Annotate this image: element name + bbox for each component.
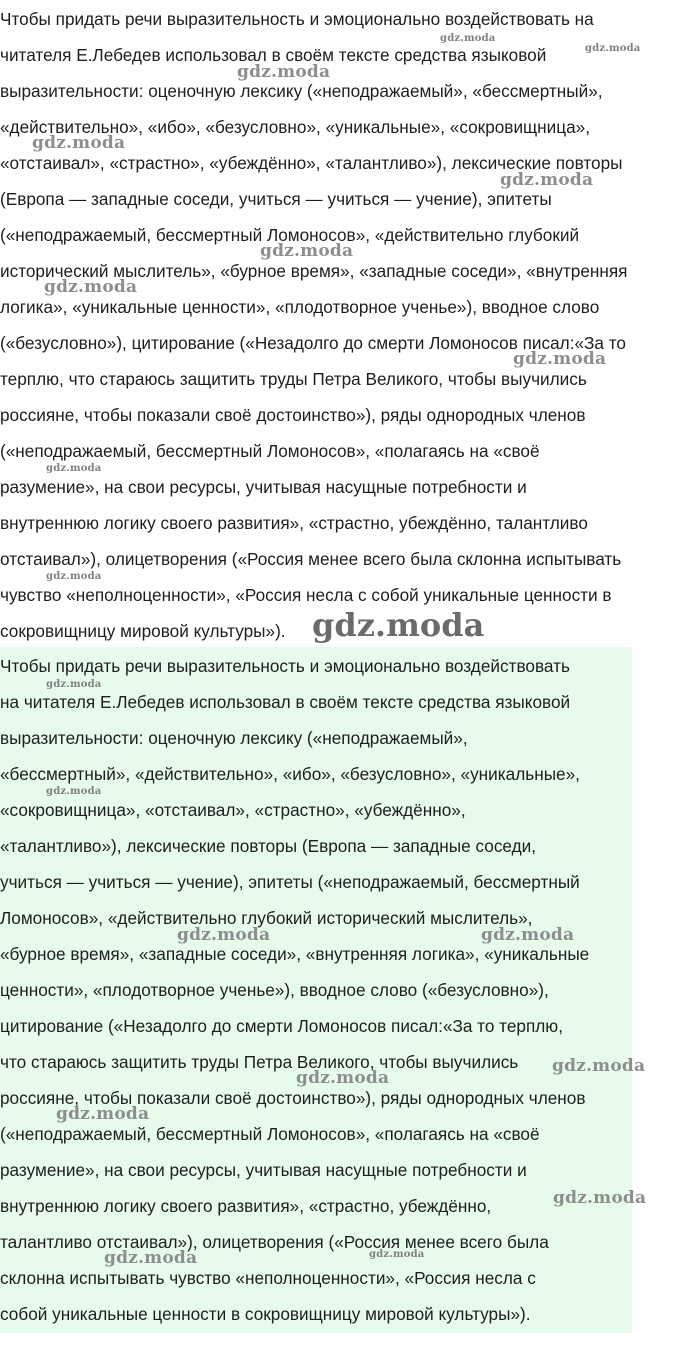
text-line: («безусловно»), цитирование («Незадолго до смерти Ломоносов писал:«За то bbox=[0, 333, 626, 353]
text-line: «действительно», «ибо», «безусловно», «уникальные», «сокровищница», bbox=[0, 117, 591, 137]
text-line: талантливо отстаивал»), олицетворения («Россия менее всего была bbox=[0, 1232, 549, 1252]
watermark-logo: gdz.moda bbox=[104, 1248, 198, 1268]
text-line: чувство «неполноценности», «Россия несла с собой уникальные ценности в bbox=[0, 585, 612, 605]
text-line: собой уникальные ценности в сокровищницу мировой культуры»). bbox=[0, 1304, 531, 1324]
text-line: «талантливо»), лексические повторы (Европа — западные соседи, bbox=[0, 836, 537, 856]
text-line: выразительности: оценочную лексику («неподражаемый», bbox=[0, 728, 468, 748]
watermark-logo: gdz.moda bbox=[237, 62, 331, 82]
text-line: сокровищницу мировой культуры»). bbox=[0, 621, 286, 641]
text-line: что стараюсь защитить труды Петра Великого, чтобы выучились bbox=[0, 1052, 519, 1072]
text-line: («неподражаемый, бессмертный Ломоносов», «полагаясь на «своё bbox=[0, 1124, 540, 1144]
text-line: внутреннюю логику своего развития», «страстно, убеждённо, bbox=[0, 1196, 492, 1216]
watermark-logo: gdz.moda bbox=[56, 1104, 150, 1124]
watermark-logo: gdz.moda bbox=[46, 679, 102, 690]
watermark-logo: gdz.moda bbox=[44, 277, 138, 297]
text-line: разумение», на свои ресурсы, учитывая насущные потребности и bbox=[0, 1160, 527, 1180]
watermark-logo: gdz.moda bbox=[481, 925, 575, 945]
watermark-logo: gdz.moda bbox=[552, 1056, 646, 1076]
watermark-logo: gdz.moda bbox=[46, 463, 102, 474]
answer-text-highlighted bbox=[0, 647, 632, 1333]
text-line: разумение», на свои ресурсы, учитывая насущные потребности и bbox=[0, 477, 527, 497]
text-line: на читателя Е.Лебедев использовал в своём тексте средства языковой bbox=[0, 692, 571, 712]
text-line: (Европа — западные соседи, учиться — учиться — учение), эпитеты bbox=[0, 189, 552, 209]
text-line: Чтобы придать речи выразительность и эмоционально воздействовать на bbox=[0, 9, 594, 29]
text-line: россияне, чтобы показали своё достоинство»), ряды однородных членов bbox=[0, 405, 586, 425]
text-line: логика», «уникальные ценности», «плодотворное ученье»), вводное слово bbox=[0, 297, 600, 317]
text-line: терплю, что стараюсь защитить труды Петра Великого, чтобы выучились bbox=[0, 369, 587, 389]
watermark-logo: gdz.moda bbox=[296, 1068, 390, 1088]
text-line: отстаивал»), олицетворения («Россия менее всего была склонна испытывать bbox=[0, 549, 622, 569]
text-line: «отстаивал», «страстно», «убеждённо», «талантливо»), лексические повторы bbox=[0, 153, 623, 173]
watermark-logo: gdz.moda bbox=[500, 170, 594, 190]
watermark-logo: gdz.moda bbox=[260, 241, 354, 261]
text-line: «бурное время», «западные соседи», «внутренняя логика», «уникальные bbox=[0, 944, 590, 964]
watermark-logo: gdz.moda bbox=[32, 133, 126, 153]
text-line: читателя Е.Лебедев использовал в своём тексте средства языковой bbox=[0, 45, 547, 65]
text-line: «бессмертный», «действительно», «ибо», «безусловно», «уникальные», bbox=[0, 764, 580, 784]
watermark-logo: gdz.moda bbox=[177, 925, 271, 945]
text-line: россияне, чтобы показали своё достоинство»), ряды однородных членов bbox=[0, 1088, 586, 1108]
text-line: учиться — учиться — учение), эпитеты («неподражаемый, бессмертный bbox=[0, 872, 580, 892]
text-line: выразительности: оценочную лексику («неподражаемый», «бессмертный», bbox=[0, 81, 603, 101]
text-line: ценности», «плодотворное ученье»), вводное слово («безусловно»), bbox=[0, 980, 549, 1000]
text-line: исторический мыслитель», «бурное время», «западные соседи», «внутренняя bbox=[0, 261, 628, 281]
text-line: Ломоносов», «действительно глубокий исторический мыслитель», bbox=[0, 908, 533, 928]
text-line: склонна испытывать чувство «неполноценности», «Россия несла с bbox=[0, 1268, 536, 1288]
watermark-logo: gdz.moda bbox=[369, 1249, 425, 1260]
watermark-logo: gdz.moda bbox=[440, 33, 496, 44]
text-line: («неподражаемый, бессмертный Ломоносов», «действительно глубокий bbox=[0, 225, 580, 245]
watermark-logo: gdz.moda bbox=[46, 571, 102, 582]
text-line: Чтобы придать речи выразительность и эмоционально воздействовать bbox=[0, 656, 570, 676]
text-line: внутреннюю логику своего развития», «страстно, убеждённо, талантливо bbox=[0, 513, 588, 533]
text-line: «сокровищница», «отстаивал», «страстно», «убеждённо», bbox=[0, 800, 466, 820]
watermark-logo: gdz.moda bbox=[585, 43, 641, 54]
watermark-logo: gdz.moda bbox=[46, 786, 102, 797]
watermark-logo: gdz.moda bbox=[513, 349, 607, 369]
watermark-logo: gdz.moda bbox=[553, 1188, 647, 1208]
text-line: («неподражаемый, бессмертный Ломоносов», «полагаясь на «своё bbox=[0, 441, 540, 461]
watermark-logo: gdz.moda bbox=[312, 606, 485, 644]
text-line: цитирование («Незадолго до смерти Ломоносов писал:«За то терплю, bbox=[0, 1016, 563, 1036]
